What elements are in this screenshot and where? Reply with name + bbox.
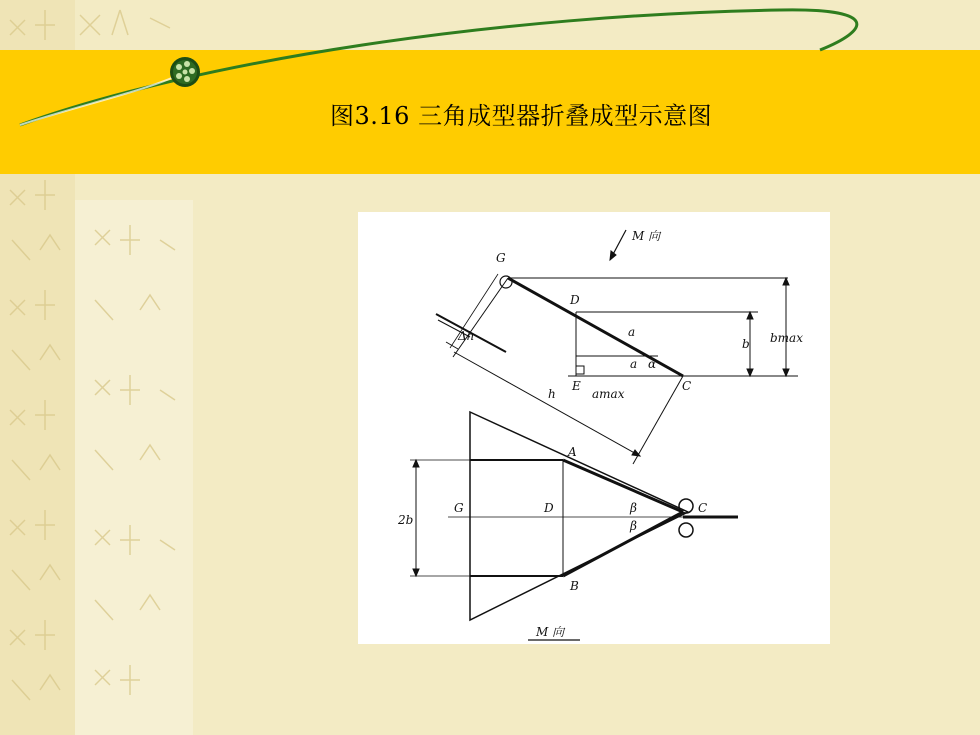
label-b: b xyxy=(742,337,750,351)
slide-title: 图3.16 三角成型器折叠成型示意图 xyxy=(330,102,713,130)
label-a-point: A xyxy=(568,445,577,459)
label-d-top: D xyxy=(570,293,580,307)
label-delta-h: Δh xyxy=(458,329,475,343)
label-beta-lower: β xyxy=(630,519,637,533)
label-a-lower: a xyxy=(630,357,638,371)
label-m-direction-top: M 向 xyxy=(632,229,661,243)
label-a-upper: a xyxy=(628,325,636,339)
label-b-point: B xyxy=(570,579,579,593)
label-m-direction-bottom: M 向 xyxy=(536,625,565,639)
label-h: h xyxy=(548,387,556,401)
label-2b: 2b xyxy=(398,513,414,527)
label-alpha: α xyxy=(648,357,657,371)
decorative-swoosh xyxy=(0,0,980,180)
label-e: E xyxy=(572,379,581,393)
label-g-bottom: G xyxy=(454,501,464,515)
label-d-bottom: D xyxy=(544,501,554,515)
label-amax: amax xyxy=(592,387,625,401)
triangle-former-diagram xyxy=(358,212,830,644)
label-beta-upper: β xyxy=(630,501,637,515)
label-c-bottom: C xyxy=(698,501,708,515)
label-c-top: C xyxy=(682,379,692,393)
bead-icon xyxy=(170,57,200,87)
label-bmax: bmax xyxy=(770,331,803,345)
label-g-top: G xyxy=(496,251,506,265)
